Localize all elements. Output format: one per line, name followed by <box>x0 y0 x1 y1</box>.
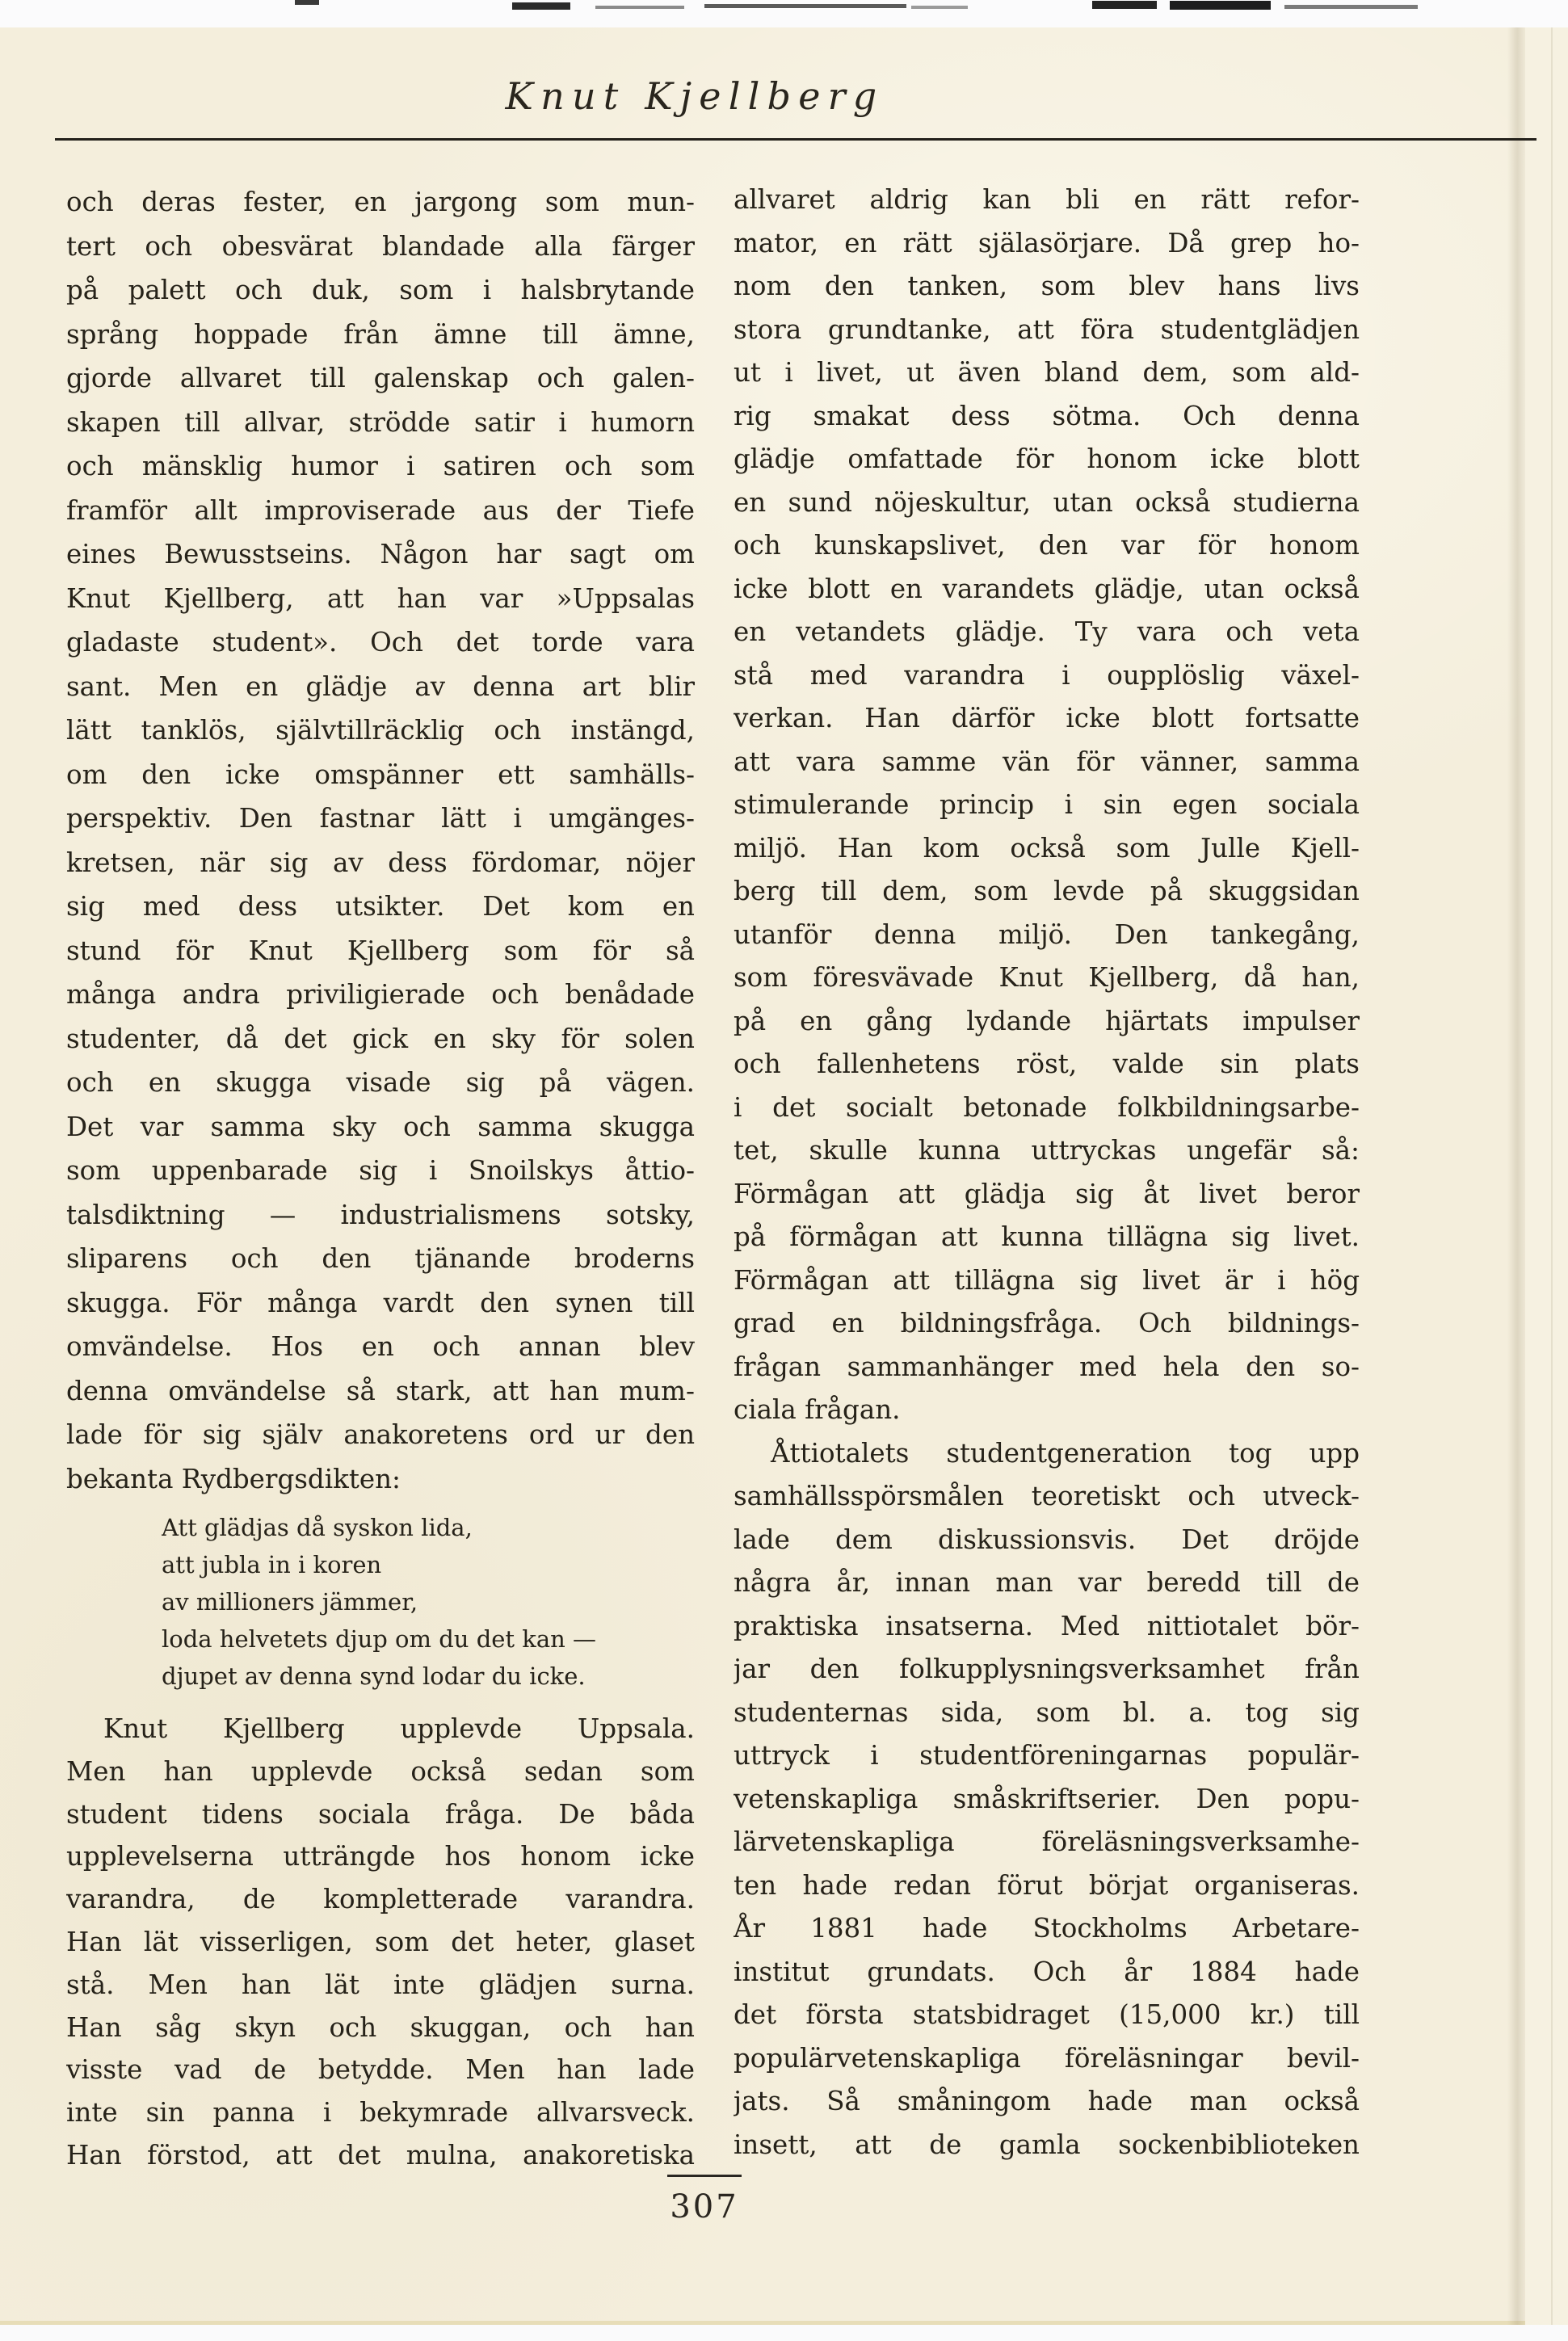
text-line: djupet av denna synd lodar du icke. <box>162 1662 586 1690</box>
text-line: Han såg skyn och skuggan, och han <box>66 2011 695 2043</box>
text-line: Knut Kjellberg upplevde Uppsala. <box>103 1713 695 1744</box>
text-line: ten hade redan förut börjat organiseras. <box>734 1869 1360 1901</box>
text-line: ciala frågan. <box>734 1394 901 1425</box>
text-line: vetenskapliga småskriftserier. Den popu- <box>734 1783 1360 1814</box>
text-line: jar den folkupplysningsverksamhet från <box>734 1654 1360 1684</box>
text-line: institut grundats. Och år 1884 hade <box>734 1956 1360 1987</box>
text-line: Förmågan att glädja sig åt livet beror <box>734 1178 1360 1209</box>
page-number: 307 <box>670 2188 739 2225</box>
text-line: om den icke omspänner ett samhälls- <box>66 759 695 790</box>
text-line: samhällsspörsmålen teoretiskt och utveck- <box>734 1481 1360 1511</box>
text-line: nom den tanken, som blev hans livs <box>734 271 1360 301</box>
text-line: populärvetenskapliga föreläsningar bevil- <box>734 2042 1360 2074</box>
text-line: som föresvävade Knut Kjellberg, då han, <box>734 962 1360 993</box>
page-edge-strip <box>1525 27 1568 2325</box>
right-paragraph-2 <box>734 1432 1360 2167</box>
scan-artifact-dash <box>595 6 684 9</box>
text-line: det första statsbidraget (15,000 kr.) till <box>734 1999 1360 2030</box>
text-line: loda helvetets djup om du det kan — <box>162 1625 597 1653</box>
text-line: stund för Knut Kjellberg som för så <box>66 935 695 966</box>
text-line: stimulerande princip i sin egen sociala <box>734 789 1360 820</box>
text-line: student tidens sociala fråga. De båda <box>66 1798 695 1830</box>
text-line: skapen till allvar, strödde satir i humorn <box>66 406 695 438</box>
text-line: och deras fester, en jargong som mun- <box>66 187 695 217</box>
text-line: insett, att de gamla sockenbiblioteken <box>734 2129 1360 2160</box>
left-paragraph-2 <box>66 1708 695 2177</box>
text-line: tet, skulle kunna uttryckas ungefär så: <box>734 1135 1360 1166</box>
text-line: några år, innan man var beredd till de <box>734 1567 1360 1598</box>
text-line: att jubla in i koren <box>162 1551 382 1578</box>
scan-artifact-dash <box>1170 1 1271 10</box>
scan-artifact-dash <box>295 0 319 5</box>
text-line: och en skugga visade sig på vägen. <box>66 1067 695 1098</box>
text-line: upplevelserna utträngde hos honom icke <box>66 1841 695 1872</box>
text-line: omvändelse. Hos en och annan blev <box>66 1331 695 1362</box>
text-line: språng hoppade från ämne till ämne, <box>66 318 695 350</box>
text-line: icke blott en varandets glädje, utan också <box>734 573 1360 604</box>
text-line: i det socialt betonade folkbildningsarbe- <box>734 1091 1360 1123</box>
text-line: en vetandets glädje. Ty vara och veta <box>734 616 1360 647</box>
text-line: eines Bewusstseins. Någon har sagt om <box>66 539 695 569</box>
text-line: på förmågan att kunna tillägna sig livet. <box>734 1221 1360 1252</box>
text-line: visste vad de betydde. Men han lade <box>66 2054 695 2086</box>
text-line: glädje omfattade för honom icke blott <box>734 443 1360 474</box>
text-line: kretsen, när sig av dess fördomar, nöjer <box>66 847 695 878</box>
text-line: Han lät visserligen, som det heter, glaset <box>66 1926 695 1957</box>
scan-artifact-dash <box>512 2 570 10</box>
text-line: stå med varandra i oupplöslig växel- <box>734 659 1360 691</box>
text-line: gjorde allvaret till galenskap och galen- <box>66 363 695 393</box>
text-line: Förmågan att tillägna sig livet är i hög <box>734 1264 1360 1296</box>
text-line: sant. Men en glädje av denna art blir <box>66 670 695 702</box>
text-line: som uppenbarade sig i Snoilskys åttio- <box>66 1155 695 1186</box>
text-line: denna omvändelse så stark, att han mum- <box>66 1375 695 1406</box>
text-line: Men han upplevde också sedan som <box>66 1755 695 1787</box>
text-line: jats. Så småningom hade man också <box>734 2086 1360 2116</box>
text-line: Han förstod, att det mulna, anakoretiska <box>66 2139 695 2171</box>
text-line: Att glädjas då syskon lida, <box>162 1514 473 1541</box>
scan-artifact-dash <box>1284 5 1418 9</box>
text-line: på en gång lydande hjärtats impulser <box>734 1005 1360 1036</box>
text-line: praktiska insatserna. Med nittiotalet bör- <box>734 1610 1360 1641</box>
text-line: framför allt improviserade aus der Tiefe <box>66 494 695 526</box>
page-edge-shadow <box>1507 27 1525 2325</box>
text-line: grad en bildningsfråga. Och bildnings- <box>734 1308 1360 1339</box>
scan-artifact-dash <box>911 6 968 9</box>
text-line: verkan. Han därför icke blott fortsatte <box>734 703 1360 733</box>
page-edge-line <box>1551 27 1553 2325</box>
left-paragraph-1 <box>66 180 695 1501</box>
footer-rule <box>667 2175 742 2177</box>
text-line: många andra priviligierade och benådade <box>66 979 695 1010</box>
text-line: frågan sammanhänger med hela den so- <box>734 1351 1360 1382</box>
right-column <box>734 179 1360 2167</box>
text-line: varandra, de kompletterade varandra. <box>66 1884 695 1915</box>
text-line: lätt tanklös, självtillräcklig och instängd, <box>66 715 695 746</box>
left-column <box>66 180 695 2177</box>
text-line: uttryck i studentföreningarnas populär- <box>734 1740 1360 1771</box>
text-line: mator, en rätt själasörjare. Då grep ho- <box>734 227 1360 258</box>
scan-artifact-dash <box>1092 1 1157 9</box>
text-line: bekanta Rydbergsdikten: <box>66 1463 401 1494</box>
header-rule <box>55 138 1536 141</box>
text-line: utanför denna miljö. Den tankegång, <box>734 918 1360 950</box>
text-line: en sund nöjeskultur, utan också studierna <box>734 486 1360 518</box>
text-line: miljö. Han kom också som Julle Kjell- <box>734 832 1360 864</box>
text-line: rig smakat dess sötma. Och denna <box>734 400 1360 431</box>
text-line: lärvetenskapliga föreläsningsverksamhe- <box>734 1826 1360 1857</box>
text-line: talsdiktning — industrialismens sotsky, <box>66 1199 695 1230</box>
text-line: och kunskapslivet, den var för honom <box>734 530 1360 561</box>
text-line: gladaste student». Och det torde vara <box>66 627 695 658</box>
text-line: och mänsklig humor i satiren och som <box>66 451 695 481</box>
text-line: och fallenhetens röst, valde sin plats <box>734 1049 1360 1079</box>
text-line: berg till dem, som levde på skuggsidan <box>734 876 1360 906</box>
text-line: År 1881 hade Stockholms Arbetare- <box>734 1913 1360 1944</box>
scan-artifact-dash <box>704 4 906 8</box>
text-line: att vara samme vän för vänner, samma <box>734 746 1360 777</box>
text-line: skugga. För många vardt den synen till <box>66 1287 695 1318</box>
text-line: lade dem diskussionsvis. Det dröjde <box>734 1524 1360 1555</box>
text-line: studenternas sida, som bl. a. tog sig <box>734 1696 1360 1728</box>
text-line: Det var samma sky och samma skugga <box>66 1111 695 1142</box>
text-line: perspektiv. Den fastnar lätt i umgänges- <box>66 803 695 834</box>
text-line: ut i livet, ut även bland dem, som ald- <box>734 357 1360 388</box>
text-line: sliparens och den tjänande broderns <box>66 1243 695 1274</box>
text-line: Knut Kjellberg, att han var »Uppsalas <box>66 582 695 614</box>
text-line: inte sin panna i bekymrade allvarsveck. <box>66 2097 695 2129</box>
right-paragraph-1 <box>734 179 1360 1432</box>
text-line: Åttiotalets studentgeneration tog upp <box>771 1437 1360 1469</box>
text-line: tert och obesvärat blandade alla färger <box>66 230 695 262</box>
text-line: av millioners jämmer, <box>162 1588 418 1616</box>
poem-quote-block <box>66 1501 695 1708</box>
scan-bottom-strip <box>0 2325 1568 2341</box>
text-line: sig med dess utsikter. Det kom en <box>66 891 695 922</box>
text-line: lade för sig själv anakoretens ord ur den <box>66 1419 695 1450</box>
page-header-title: Knut Kjellberg <box>505 74 885 118</box>
text-line: på palett och duk, som i halsbrytande <box>66 275 695 305</box>
text-line: studenter, då det gick en sky för solen <box>66 1023 695 1054</box>
text-line: stå. Men han lät inte glädjen surna. <box>66 1969 695 2000</box>
text-line: stora grundtanke, att föra studentglädjen <box>734 313 1360 345</box>
text-line: allvaret aldrig kan bli en rätt refor- <box>734 184 1360 215</box>
